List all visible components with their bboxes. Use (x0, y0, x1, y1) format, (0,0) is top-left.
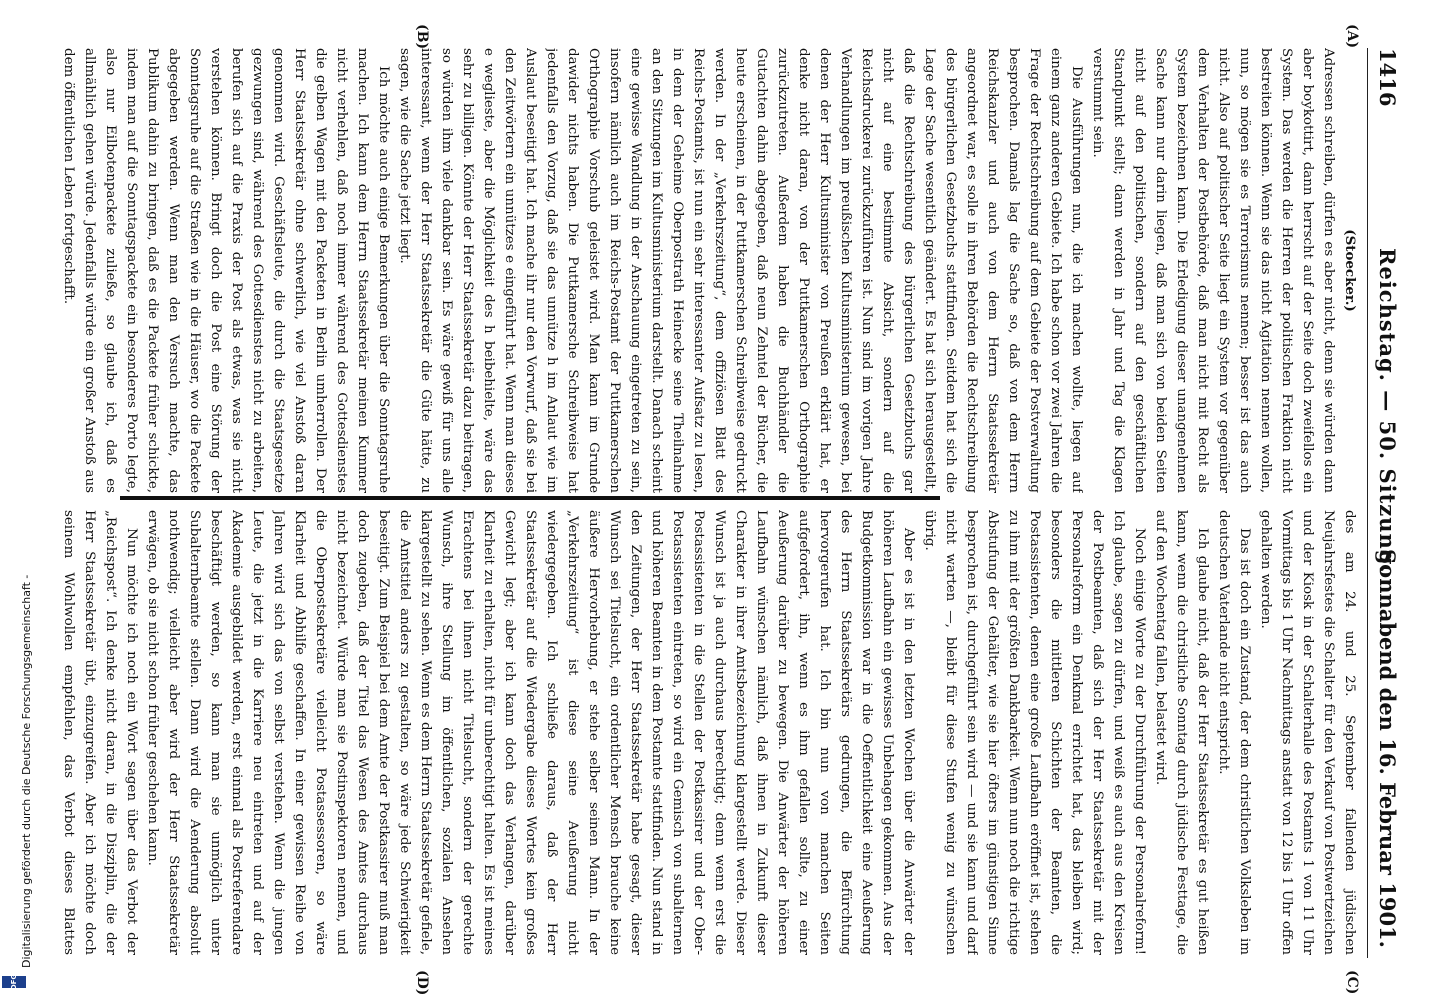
dfg-logo: DFG (2, 976, 26, 988)
margin-marker-a: (A) (1344, 24, 1360, 49)
paragraph: Noch einige Worte zu der Durchführung der Personalreform! Ich glaube, sagen zu dürfen, und weiß es auch aus den Kreisen der Postbeamten, daß sich der Herr Staatssekretär mit der Personalreform ein Denkmal errichtet hat, das bleiben wird; besonders die mittleren Schichten der Beamten, die Postassistenten, denen eine große Laufbahn eröffnet ist, stehen zu ihm mit der größten Dankbarkeit. Wenn nun noch die richtige Abstufung der Gehälter, wie sie hier öfters im günstigen Sinne besprochen ist, durchgeführt sein wird — und sie kann und darf nicht warten —, bleibt für diese Stufen wenig zu wünschen übrig. (922, 510, 1147, 955)
paragraph: Das ist doch ein Zustand, der dem christlichen Volksleben im deutschen Vaterlande nicht entspricht. (1216, 510, 1252, 955)
paragraph: Adressen schreiben, dürfen es aber nicht, denn sie würden dann aber boykottirt, dann herrscht auf der Seite doch zweifellos ein System. Das werden die Herren der politischen Fraktion nicht bestreiten können. Wenn sie das nicht Agitation nennen wollen, nun, so mögen sie es Terrorismus nennen; besser ist das auch nicht. Also auf politischer Seite liegt ein System vor gegenüber dem Verhalten der Postbehörde, daß man nicht mit Recht als System bezeichnen kann. Die Erledigung dieser unangenehmen Sache kann nur darin liegen, daß man sich von beiden Seiten nicht auf den politischen, sondern auf den geschäftlichen Standpunkt stellt; dann werden in Jahr und Tag die Klagen verstummt sein. (1090, 48, 1336, 493)
page-number: 1416 (1375, 48, 1400, 107)
paragraph: Ich glaube nicht, daß der Herr Staatssekretär es gut heißen kann, wenn die christliche Sonntag durch jüdische Festtage, die auf den Wochentag fallen, belastet wird. (1153, 510, 1210, 955)
margin-marker-c: (C) (1344, 970, 1360, 995)
margin-marker-b: (B) (414, 24, 430, 50)
session-date: Sonnabend den 16. Februar 1901. (1375, 549, 1400, 948)
paragraph: Aber es ist in den letzten Wochen über die Anwärter der höheren Laufbahn ein gewisses Unbehagen gekommen. Aus der Budgetkommission war in die Oeffentlichkeit eine Aeußerung des Herrn Staatssekretärs gedrungen, die Befürchtung hervorgerufen hat. Ich bin nun von manchen Seiten aufgefordert, ihn, wenn es ihm gefallen sollte, zu einer Aeußerung darüber zu bewegen. Die Anwärter der höheren Laufbahn wünschen nämlich, daß ihnen in Zukunft dieser Charakter in ihrer Amtsbezeichnung klargestellt werde. Dieser Wunsch ist ja auch durchaus berechtigt; denn wenn erst die Postassistenten in die Stellen der Postkassirer und der Ober-Postassistenten eintreten, so wird ein Gemisch von subalternen und höheren Beamten in dem Postamte stattfinden. Nun stand in den Zeitungen, der Herr Staatssekretär habe gesagt, dieser Wunsch sei Titelsucht, ein ordentlicher Mensch brauche keine äußere Hervorhebung, er stehe selber seinen Mann. In der „Verkehrszeitung“ ist diese seine Aeußerung nicht wiedergegeben. Ich schließe daraus, daß der Herr Staatssekretär auf die Wiedergabe dieses Wortes kein großes Gewicht legt; aber ich kann doch das Verlangen, darüber Klarheit zu erhalten, nicht für unberechtigt halten. Es ist meines Erachtens bei ihnen nicht Titelsucht, sondern der gerechte Wunsch, ihre Stellung im öffentlichen, sozialen Ansehen klargestellt zu sehen. Wenn es dem Herrn Staatssekretär gefiele, die Amtstitel anders zu gestalten, so wäre jede Schwierigkeit beseitigt. Zum Beispiel bei dem Amte der Postkassirer muß man doch zugeben, daß der Titel das Wesen des Amtes durchaus nicht bezeichnet. Würde man sie Postinspektoren nennen, und die Oberpostsekretäre vielleicht Postassessoren, so wäre Klarheit und Abhilfe geschaffen. In einer gewissen Reihe von Jahren wird sich das von selbst verstehen. Wenn die jungen Leute, die jetzt in die Karriere neu eintreten und auf der Akademie ausgebildet werden, erst einmal als Postreferendare beschäftigt werden, so kann man sie unmöglich unter Subalternbeamte stellen. Dann wird die Aenderung absolut nothwendig; vielleicht aber wird der Herr Staatssekretär erwägen, ob sie nicht schon früher geschehen kann. (145, 510, 916, 955)
paragraph: Die Ausführungen nun, die ich machen wollte, liegen auf einem ganz anderen Gebiete. Ich habe schon vor zwei Jahren die Frage der Rechtschreibung auf dem Gebiete der Postverwaltung besprochen. Damals lag die Sache so, daß von dem Herrn Reichskanzler und auch von dem Herrn Staatssekretär angeordnet war, es solle in ihren Behörden die Rechtschreibung des bürgerlichen Gesetzbuchs stattfinden. Seitdem hat sich die Lage der Sache wesentlich geändert. Es hat sich herausgestellt, daß die Rechtschreibung des bürgerlichen Gesetzbuchs gar nicht auf eine bestimmte Absicht, sondern auf die Reichsdruckerei zurückzuführen ist. Nun sind im vorigen Jahre Verhandlungen im preußischen Kultusministerium gewesen, bei denen der Herr Kultusminister von Preußen erklärt hat, er denke nicht daran, von der Puttkamerschen Orthographie zurückzutreten. Außerdem haben die Buchhändler die Gutachten dahin abgegeben, daß neun Zehntel der Bücher, die heute erscheinen, in der Puttkamerschen Schreibweise gedruckt werden. In der „Verkehrszeitung“, dem offiziösen Blatt des Reichs-Postamts, ist nun ein sehr interessanter Aufsatz zu lesen, in dem der Geheime Oberpostrath Heinecke seine Theilnahme an den Sitzungen im Kultusministerium darstellt. Danach scheint eine gewisse Wandlung in der Anschauung eingetreten zu sein, insofern nämlich auch im Reichs-Postamt der Puttkamerschen Orthographie Vorschub geleistet wird. Man kann im Grunde dawider nichts haben. Die Puttkamersche Schreibweise hat jedenfalls den Vorzug, daß sie das unnütze h im Anlaut wie im Auslaut beseitigt hat. Ich mache ihr nur den Vorwurf, daß sie bei den Zeitwörtern ein unnützes e eingeführt hat. Wenn man dieses e weglieste, aber die Möglichkeit des h beibehielte, wäre das sehr zu billigen. Könnte der Herr Staatssekretär dazu beitragen, so würden ihm viele dankbar sein. Es wäre gewiß für uns alle interessant, wenn der Herr Staatssekretär die Güte hätte, zu sagen, wie die Sache jetzt liegt. (397, 48, 1084, 493)
paragraph: Ich möchte auch einige Bemerkungen über die Sonntagsruhe machen. Ich kann dem Herrn Staatssekretär meinen Kummer nicht verhehlen, daß noch immer während des Gottesdienstes die gelben Wagen mit den Packeten in Berlin umherrollen. Der Herr Staatssekretär ohne schwerlich, wie viel Anstoß daran genommen wird. Geschäftsleute, die durch die Staatsgesetze gezwungen sind, während des Gottesdienstes nicht zu arbeiten, berufen sich auf die Praxis der Post als etwas, was sie nicht verstehen können. Bringt doch die Post eine Störung der Sonntagsruhe auf die Straßen wie in die Häuser, wo die Packete abgegeben werden. Wenn man den Versuch machte, das Publikum dahin zu bringen, daß es die Packete früher schickte, indem man auf die Sonntagspackete ein besonderes Porto legte, also nur Eilbotenpackete zuließe, so glaube ich, daß es allmählich gehen würde. Jedenfalls würde ein großer Anstoß aus dem öffentlichen Leben fortgeschafft. (61, 48, 391, 493)
page-title: Reichstag. — 50. Sitzung. (1375, 248, 1400, 574)
digitization-note: Digitalisierung gefördert durch die Deutsche Forschungsgemeinschaft - (20, 574, 33, 968)
margin-marker-d: (D) (414, 970, 430, 996)
speaker-label: (Stoecker.) (1342, 229, 1358, 312)
paragraph: Nun möchte ich noch ein Wort sagen über das Verbot der „Reichspost“. Ich denke nicht daran, in die Disziplin, die der Herr Staatssekretär übt, einzugreifen. Aber ich möchte doch seinem Wohlwollen empfehlen, das Verbot dieses Blattes (61, 510, 139, 955)
paragraph: des am 24. und 25. September fallenden jüdischen Neujahrsfestes die Schalter für den Verkauf von Postwertzeichen und der Kiosk in der Schalterhalle des Postamts 1 von 11 Uhr Vormittags bis 1 Uhr Nachmittags anstatt von 12 bis 1 Uhr offen gehalten werden. (1258, 510, 1357, 955)
